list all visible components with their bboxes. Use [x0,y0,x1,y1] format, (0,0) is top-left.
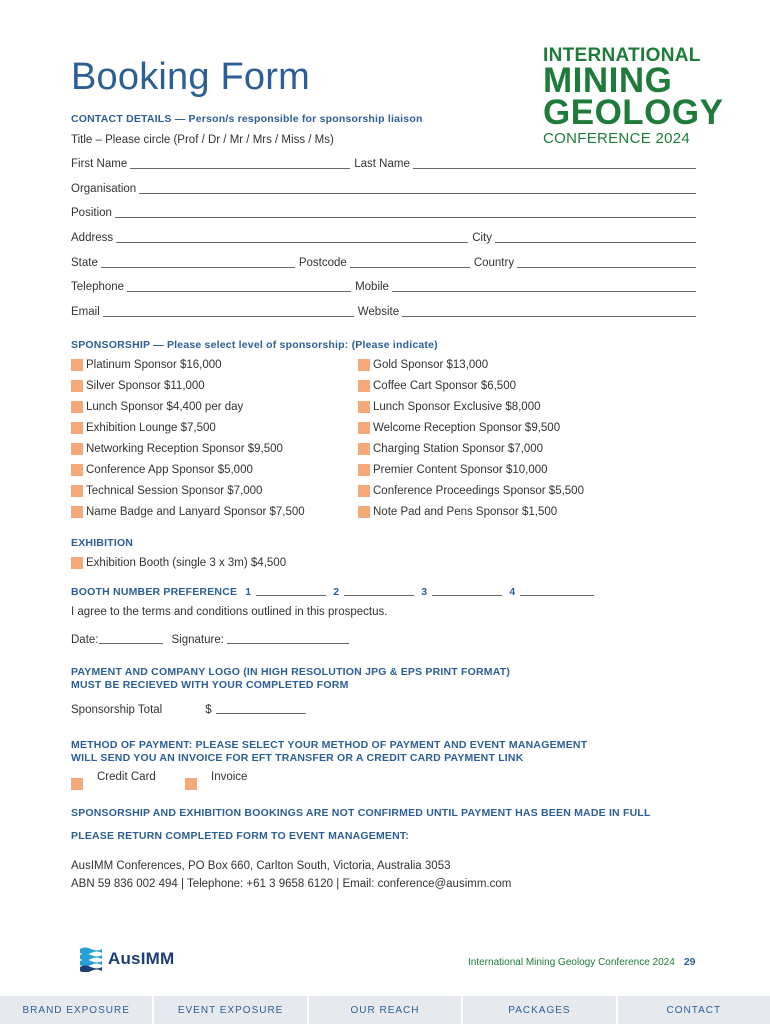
return-heading: PLEASE RETURN COMPLETED FORM TO EVENT MANAGEMENT: [71,830,410,842]
sponsor-option-label: Welcome Reception Sponsor $9,500 [373,422,561,434]
sponsor-option[interactable] [71,401,243,413]
sponsor-option-label: Lunch Sponsor Exclusive $8,000 [373,401,541,413]
checkbox[interactable] [71,464,83,476]
payment-logo-line-1: PAYMENT AND COMPANY LOGO (IN HIGH RESOLUTION JPG & EPS PRINT FORMAT) [71,666,511,678]
address-field[interactable] [116,233,468,243]
payment-logo-note [71,666,510,692]
checkbox[interactable] [71,443,83,455]
sponsor-option-label: Premier Content Sponsor $10,000 [373,464,548,476]
country-field[interactable] [517,258,696,268]
first-name-label: First Name [71,158,128,170]
invoice-checkbox[interactable] [185,778,197,790]
sponsor-option-label: Silver Sponsor $11,000 [86,380,205,392]
signature-label: Signature: [171,634,224,646]
position-label: Position [71,207,112,219]
sponsor-option[interactable] [71,422,216,434]
sponsor-option-label: Coffee Cart Sponsor $6,500 [373,380,516,392]
website-field[interactable] [402,307,696,317]
state-row [71,256,696,270]
checkbox[interactable] [71,422,83,434]
payment-logo-line-2: MUST BE RECIEVED WITH YOUR COMPLETED FORM [71,679,349,691]
sponsor-option-label: Networking Reception Sponsor $9,500 [86,443,283,455]
payment-method-line-1: METHOD OF PAYMENT: PLEASE SELECT YOUR METHOD OF PAYMENT AND EVENT MANAGEMENT [71,739,588,751]
nav-brand-exposure[interactable]: BRAND EXPOSURE [0,996,154,1024]
sponsorship-total-label: Sponsorship Total [71,704,163,716]
sponsor-option[interactable] [358,380,516,392]
last-name-field[interactable] [413,159,696,169]
date-signature-row [71,634,349,646]
checkbox[interactable] [358,485,370,497]
date-label: Date: [71,634,99,646]
sponsor-option-label: Platinum Sponsor $16,000 [86,359,222,371]
sponsor-option-label: Name Badge and Lanyard Sponsor $7,500 [86,506,305,518]
sponsor-option[interactable] [358,485,584,497]
first-name-field[interactable] [130,159,350,169]
state-label: State [71,257,98,269]
page-title: Booking Form [71,56,310,98]
name-row [71,157,696,171]
email-row [71,305,696,319]
payment-method-line-2: WILL SEND YOU AN INVOICE FOR EFT TRANSFER OR A CREDIT CARD PAYMENT LINK [71,752,524,764]
bottom-nav [0,996,770,1024]
website-label: Website [357,306,400,318]
credit-card-label: Credit Card [97,771,156,783]
checkbox[interactable] [71,485,83,497]
logo-line-1: INTERNATIONAL [543,45,701,66]
ausimm-logo [78,946,174,972]
title-instruction: Title – Please circle (Prof / Dr / Mr / Mrs / Miss / Ms) [71,134,334,146]
exhibition-option[interactable] [71,557,286,569]
checkbox[interactable] [71,506,83,518]
currency-symbol: $ [205,704,212,716]
checkbox[interactable] [71,557,83,569]
state-field[interactable] [101,258,295,268]
sponsor-option[interactable] [71,464,253,476]
address-line-2: ABN 59 836 002 494 | Telephone: +61 3 9658 6120 | Email: conference@ausimm.com [71,878,512,890]
sponsor-option[interactable] [358,422,560,434]
sponsor-option-label: Technical Session Sponsor $7,000 [86,485,263,497]
sponsorship-heading: SPONSORSHIP — Please select level of sponsorship: (Please indicate) [71,339,438,351]
city-field[interactable] [495,233,696,243]
checkbox[interactable] [71,359,83,371]
address-label: Address [71,232,114,244]
postcode-field[interactable] [350,258,470,268]
position-field[interactable] [115,208,696,218]
ausimm-mark-icon [78,946,104,972]
logo-line-3: GEOLOGY [543,93,724,133]
checkbox[interactable] [358,443,370,455]
booth-number-4: 4 [509,586,516,598]
organisation-label: Organisation [71,183,137,195]
page-number: 29 [683,956,696,968]
confirmation-notice: SPONSORSHIP AND EXHIBITION BOOKINGS ARE NOT CONFIRMED UNTIL PAYMENT HAS BEEN MADE IN FULL [71,807,651,819]
sponsor-option-label: Note Pad and Pens Sponsor $1,500 [373,506,558,518]
sponsor-option-label: Lunch Sponsor $4,400 per day [86,401,244,413]
return-address [71,857,511,893]
footer-conference-name: International Mining Geology Conference 2024 [468,956,675,968]
contact-heading: CONTACT DETAILS — Person/s responsible for sponsorship liaison [71,113,423,125]
agree-text: I agree to the terms and conditions outlined in this prospectus. [71,606,388,618]
ausimm-wordmark: AusIMM [108,949,175,968]
checkbox[interactable] [71,401,83,413]
sponsor-option[interactable] [71,485,262,497]
city-label: City [472,232,492,244]
email-field[interactable] [103,307,354,317]
address-row [71,231,696,245]
nav-packages[interactable]: PACKAGES [463,996,617,1024]
invoice-label: Invoice [211,771,248,783]
page-footer [468,956,696,968]
sponsor-option-label: Gold Sponsor $13,000 [373,359,489,371]
booth-field-4[interactable] [520,595,594,596]
sponsorship-total-field[interactable] [216,713,306,714]
exhibition-option-label: Exhibition Booth (single 3 x 3m) $4,500 [86,557,287,569]
sponsor-option[interactable] [358,506,557,518]
sponsor-option-label: Conference Proceedings Sponsor $5,500 [373,485,584,497]
credit-card-checkbox[interactable] [71,778,83,790]
checkbox[interactable] [358,359,370,371]
exhibition-heading: EXHIBITION [71,537,134,549]
organisation-field[interactable] [139,184,696,194]
sponsorship-total-row [71,704,306,716]
signature-field[interactable] [227,643,349,644]
booth-heading: BOOTH NUMBER PREFERENCE [71,586,238,598]
sponsor-option-label: Exhibition Lounge $7,500 [86,422,216,434]
checkbox[interactable] [358,422,370,434]
payment-method-note [71,739,587,765]
checkbox[interactable] [358,401,370,413]
logo-line-4: CONFERENCE 2024 [543,130,691,148]
checkbox[interactable] [71,380,83,392]
booth-field-2[interactable] [344,595,414,596]
nav-event-exposure[interactable]: EVENT EXPOSURE [154,996,308,1024]
sponsor-option[interactable] [358,359,488,371]
nav-contact[interactable]: CONTACT [666,1004,722,1016]
sponsor-option[interactable] [71,443,283,455]
sponsor-option-label: Charging Station Sponsor $7,000 [373,443,544,455]
sponsor-option-label: Conference App Sponsor $5,000 [86,464,253,476]
sponsor-option[interactable] [71,359,222,371]
mobile-label: Mobile [355,281,389,293]
mobile-field[interactable] [392,282,696,292]
sponsor-option[interactable] [358,443,543,455]
booth-number-3: 3 [421,586,428,598]
checkbox[interactable] [358,464,370,476]
telephone-label: Telephone [71,281,125,293]
organisation-row [71,182,696,196]
booth-preference-row [71,586,594,598]
sponsor-option[interactable] [71,506,305,518]
sponsor-option[interactable] [358,464,548,476]
sponsor-option[interactable] [71,380,205,392]
booth-number-2: 2 [333,586,340,598]
sponsor-option[interactable] [358,401,541,413]
logo-line-2: MINING [543,61,673,100]
booth-field-3[interactable] [432,595,502,596]
country-label: Country [473,257,515,269]
checkbox[interactable] [358,380,370,392]
date-field[interactable] [99,643,163,644]
conference-logo [543,45,724,148]
nav-our-reach[interactable]: OUR REACH [309,996,463,1024]
address-line-1: AusIMM Conferences, PO Box 660, Carlton South, Victoria, Australia 3053 [71,860,451,872]
position-row [71,206,696,220]
postcode-label: Postcode [298,257,347,269]
email-label: Email [71,306,100,318]
last-name-label: Last Name [354,158,410,170]
booth-number-1: 1 [245,586,252,598]
telephone-field[interactable] [127,282,351,292]
booth-field-1[interactable] [256,595,326,596]
telephone-row [71,280,696,294]
checkbox[interactable] [358,506,370,518]
